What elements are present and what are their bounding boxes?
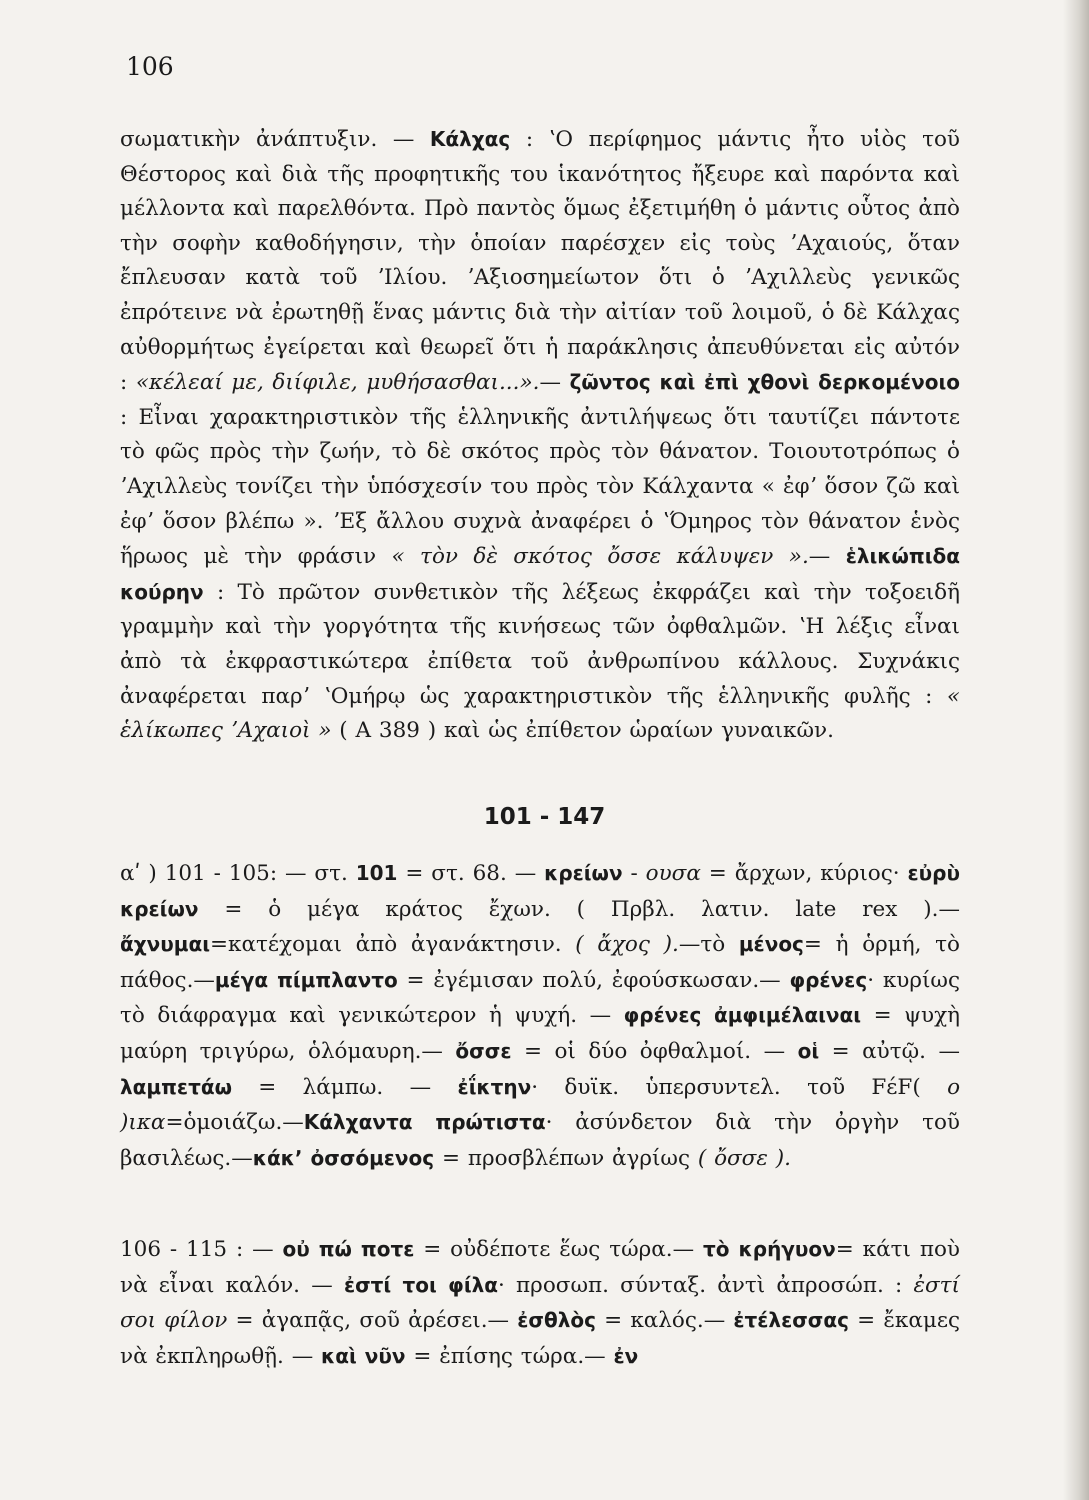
text-run: : Τὸ πρῶτον συνθετικὸν τῆς λέξεως ἐκφράζει καὶ τὴν τοξοειδῆ γραμμὴν καὶ τὴν γοργότητα τῆς κινήσεως τῶν ὀφθαλμῶν. ʽΗ λέξις εἶναι ἀπὸ τὰ ἐκφραστικώτερα ἐπίθετα τοῦ ἀνθρωπίνου κάλλους. Συχνάκις ἀναφέρεται παρʼ ʽΟμήρῳ ὡς χαρακτηριστικὸν τῆς ἑλληνικῆς φυλῆς : [120, 579, 960, 709]
lemma-term: μένος [738, 932, 804, 957]
text-run: = ἔκαμες νὰ ἐκπληρωθῇ. — [120, 1308, 960, 1369]
text-run: = λάμπω. — [231, 1074, 458, 1100]
text-run: = ἐγέμισαν πολύ, ἐφούσκωσαν.— [397, 967, 790, 993]
text-run: = στ. 68. — [397, 861, 545, 886]
text-run: = καλός.— [595, 1308, 734, 1334]
text-run: ( Α 389 ) καὶ ὡς ἐπίθετον ὡραίων γυναικῶν. [331, 718, 834, 744]
text-run: =ὁμοιάζω.— [165, 1110, 304, 1136]
text-run: = οἱ δύο ὀφθαλμοί. — [511, 1038, 798, 1064]
text-run: · δυϊκ. ὑπερσυντελ. τοῦ FέF( [531, 1074, 948, 1100]
lemma-term: ἄχνυμαι [120, 932, 211, 957]
section-heading: 101 - 147 [483, 804, 606, 830]
text-run: · προσωπ. σύνταξ. ἀντὶ ἀπροσώπ. : [498, 1272, 914, 1298]
lemma-term: κρείων [544, 861, 623, 885]
text-run: - [622, 861, 646, 886]
text-run: = ψυχὴ μαύρη τριγύρω, ὁλόμαυρη.— [120, 1003, 960, 1064]
commentary-paragraph-2 [120, 856, 960, 1176]
quoted-text: « τὸν δὲ σκότος ὄσσε κάλυψεν ». [391, 544, 809, 570]
lemma-term: οὐ πώ ποτε [282, 1237, 415, 1261]
lemma-term: εὐρὺ κρείων [120, 861, 960, 921]
text-run: = ἄρχων, κύριος· [700, 861, 908, 886]
text-run: 106 - 115 : — [120, 1237, 283, 1262]
text-run: = αὐτῷ. — [819, 1038, 961, 1064]
lemma-term: ἐστί τοι φίλα [343, 1272, 499, 1297]
lemma-term: ὄσσε [455, 1038, 512, 1063]
lemma-term: καὶ νῦν [321, 1343, 406, 1368]
lemma-term: λαμπετάω [120, 1074, 232, 1099]
quoted-text: ουσα [645, 861, 701, 886]
quoted-text: ο )ικα [120, 1074, 961, 1136]
text-run: =κατέχομαι ἀπὸ ἀγανάκτησιν. [210, 932, 576, 958]
text-run: = ὁ μέγα κράτος ἔχων. ( Πρβλ. λατιν. late rex ).— [198, 896, 960, 922]
lemma-term: Κάλχαντα πρώτιστα [303, 1110, 546, 1135]
text-run: : Εἶναι χαρακτηριστικὸν τῆς ἑλληνικῆς ἀντιλήψεως ὅτι ταυτίζει πάντοτε τὸ φῶς πρὸς τὴν ζωήν, τὸ δὲ σκότος πρὸς τὸν θάνατον. Τοιουτοτρόπως ὁ ʼΑχιλλεὺς τονίζει τὴν ὑπόσχεσίν του πρὸς τὸν Κάλχαντα « ἐφʼ ὅσον ζῶ καὶ ἐφʼ ὅσον βλέπω ». ʼΕξ ἄλλου συχνὰ ἀναφέρει ὁ ʽΌμηρος τὸν θάνατον ἑνὸς ἥρωος μὲ τὴν φράσιν [120, 404, 960, 570]
page-edge-shadow [1063, 0, 1089, 1500]
lemma-term: φρένες [789, 967, 868, 992]
text-run: —τὸ [678, 932, 739, 958]
lemma-term: Κάλχας [429, 127, 511, 151]
text-run: — [808, 544, 846, 570]
page-number: 106 [126, 52, 174, 81]
lemma-term: τὸ κρήγυον [703, 1237, 836, 1261]
quoted-text: ἐστί σοι φίλον [120, 1272, 960, 1334]
lemma-term: ἐΐκτην [457, 1074, 532, 1099]
text-run: = προσβλέπων ἀγρίως [434, 1145, 698, 1171]
quoted-text: ( ἄχος ). [575, 932, 679, 958]
quoted-text: « ἑλίκωπες ʼΑχαιοὶ » [120, 683, 960, 744]
lemma-term: ἑλικώπιδα κούρην [120, 544, 960, 604]
lemma-term: μέγα πίμπλαντο [214, 967, 398, 992]
text-run: · ἀσύνδετον διὰ τὴν ὀργὴν τοῦ βασιλέως.— [120, 1110, 960, 1171]
lemma-term: κάκʼ ὀσσόμενος [252, 1145, 435, 1170]
quoted-text: «κέλεαί με, διίφιλε, μυθήσασθαι...». [135, 370, 540, 396]
commentary-paragraph-1 [120, 122, 960, 749]
quoted-text: ( ὄσσε ). [697, 1145, 791, 1171]
text-run: = κάτι ποὺ νὰ εἶναι καλόν. — [120, 1237, 960, 1298]
text-run: αʹ ) 101 - 105: — στ. [120, 861, 356, 886]
text-run: · κυρίως τὸ διάφραγμα καὶ γενικώτερον ἡ ψυχή. — [120, 967, 960, 1029]
lemma-term: ἐσθλὸς [517, 1308, 596, 1333]
text-run: — [539, 370, 570, 396]
lemma-term: ζῶντος καὶ ἐπὶ χθονὶ δερκομένοιο [569, 370, 960, 395]
lemma-term: ἐν [613, 1343, 639, 1368]
lemma-term: ἐτέλεσσας [733, 1308, 849, 1333]
lemma-term: φρένες ἀμφιμέλαιναι [623, 1003, 862, 1028]
commentary-paragraph-3 [120, 1232, 960, 1374]
text-run: = ἐπίσης τώρα.— [405, 1343, 614, 1369]
text-run: = οὐδέποτε ἕως τώρα.— [414, 1237, 704, 1262]
text-run: σωματικὴν ἀνάπτυξιν. — [120, 127, 430, 152]
text-run: = ἀγαπᾷς, σοῦ ἀρέσει.— [227, 1308, 518, 1334]
text-run: = ἡ ὁρμή, τὸ πάθος.— [120, 932, 960, 993]
lemma-term: 101 [355, 861, 398, 885]
text-run: : ʽΟ περίφημος μάντις ἦτο υἱὸς τοῦ Θέστορος καὶ διὰ τῆς προφητικῆς του ἱκανότητος ἤξευρε καὶ παρόντα καὶ μέλλοντα καὶ παρελθόντα. Πρὸ παντὸς ὅμως ἐξετιμήθη ὁ μάντις οὗτος ἀπὸ τὴν σοφὴν καθοδήγησιν, τὴν ὁποίαν παρέσχεν εἰς τοὺς ʼΑχαιούς, ὅταν ἔπλευσαν κατὰ τοῦ ʼΙλίου. ʼΑξιοσημείωτον ὅτι ὁ ʼΑχιλλεὺς γενικῶς ἐπρότεινε νὰ ἐρωτηθῇ ἕνας μάντις διὰ τὴν αἰτίαν τοῦ λοιμοῦ, ὁ δὲ Κάλχας αὐθορμήτως ἐγείρεται καὶ θεωρεῖ ὅτι ἡ παράκλησις ἀπευθύνεται εἰς αὐτόν : [120, 127, 960, 396]
lemma-term: οἱ [797, 1038, 820, 1063]
